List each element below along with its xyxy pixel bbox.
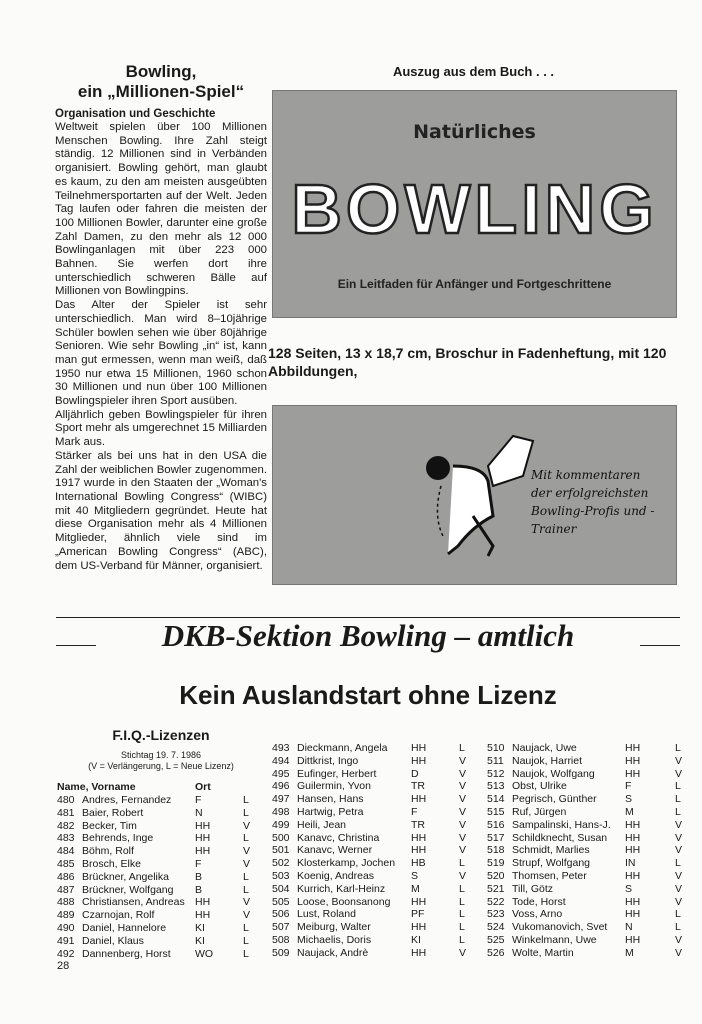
member-ort: WO	[195, 947, 214, 960]
license-type: V	[459, 946, 467, 959]
member-name: Daniel, Hannelore	[82, 922, 167, 934]
license-number: 524	[487, 921, 505, 934]
member-ort: HH	[625, 895, 641, 908]
license-number: 505	[272, 895, 290, 908]
license-type: L	[675, 857, 681, 870]
member-ort: HH	[411, 742, 427, 754]
license-number: 503	[272, 870, 290, 882]
member-name: Brückner, Wolfgang	[82, 883, 174, 896]
member-ort: PF	[411, 908, 425, 921]
member-name: Dieckmann, Angela	[297, 742, 388, 754]
license-type: V	[459, 793, 467, 806]
member-name: Böhm, Rolf	[82, 845, 134, 858]
license-type: L	[243, 947, 249, 960]
license-number: 504	[272, 882, 290, 895]
member-ort: KI	[195, 922, 205, 934]
member-ort: HH	[625, 870, 641, 882]
col-header-ort: Ort	[195, 781, 211, 793]
license-number: 508	[272, 934, 290, 946]
license-number: 486	[57, 870, 75, 883]
license-number: 525	[487, 934, 505, 946]
member-name: Tode, Horst	[512, 895, 566, 908]
member-ort: M	[625, 806, 634, 818]
license-number: 495	[272, 767, 290, 780]
license-type: L	[675, 908, 681, 921]
member-name: Eufinger, Herbert	[297, 767, 377, 780]
license-number: 501	[272, 844, 290, 857]
license-number: 481	[57, 806, 75, 819]
member-name: Ruf, Jürgen	[512, 806, 567, 818]
member-name: Michaelis, Doris	[297, 934, 372, 946]
list-legend	[55, 750, 267, 772]
list-title: F.I.Q.-Lizenzen	[112, 727, 210, 743]
member-name: Thomsen, Peter	[512, 870, 587, 882]
member-name: Sampalinski, Hans-J.	[512, 818, 611, 831]
paragraph: Das Alter der Spieler ist sehr unterschiedlich. Man wird 8–10jährige Schüler bowlen sehen wie über 80jährige Senioren. Wie sehr Bowling „in“ ist, kann man gut ermessen, wenn man weiß, daß 1950 nur etwa 15 Millionen, 1960 schon 30 Millionen und nun über 100 Millionen Bowlingspieler ihren Sport ausüben.	[55, 299, 267, 408]
member-name: Wolte, Martin	[512, 946, 574, 959]
license-number: 488	[57, 896, 75, 909]
excerpt-label: Auszug aus dem Buch . . .	[392, 64, 555, 79]
license-type: V	[459, 754, 467, 767]
paragraph: Alljährlich geben Bowlingspieler für ihren Sport mehr als umgerechnet 15 Milliarden Mark aus.	[55, 408, 267, 449]
license-type: L	[459, 895, 465, 908]
license-number: 520	[487, 870, 505, 882]
license-number: 493	[272, 742, 290, 754]
member-name: Klosterkamp, Jochen	[297, 857, 396, 870]
member-name: Behrends, Inge	[82, 832, 154, 845]
license-type: V	[243, 896, 251, 909]
member-ort: F	[195, 858, 202, 870]
member-name: Voss, Arno	[512, 908, 563, 921]
member-name: Vukomanovich, Svet	[512, 921, 608, 934]
license-number: 510	[487, 742, 505, 754]
license-number: 526	[487, 946, 505, 959]
license-type: V	[675, 844, 683, 857]
member-ort: D	[411, 767, 419, 780]
member-name: Brosch, Elke	[82, 858, 141, 870]
license-number: 511	[487, 754, 504, 767]
member-name: Obst, Ulrike	[512, 780, 567, 793]
section-banner: DKB-Sektion Bowling – amtlich	[161, 618, 575, 653]
license-number: 492	[57, 947, 75, 960]
member-name: Koenig, Andreas	[297, 870, 375, 882]
legend-text: (V = Verlängerung, L = Neue Lizenz)	[88, 761, 234, 771]
license-type: L	[675, 806, 681, 818]
license-number: 484	[57, 845, 75, 858]
member-name: Naujack, Andrè	[297, 946, 369, 959]
book-cover-image	[272, 90, 677, 318]
license-number: 497	[272, 793, 290, 806]
license-type: V	[459, 831, 467, 844]
license-number: 519	[487, 857, 505, 870]
license-type: L	[459, 882, 465, 895]
member-ort: HH	[195, 909, 211, 922]
member-name: Schmidt, Marlies	[512, 844, 590, 857]
license-type: L	[459, 908, 465, 921]
article-title-line2: ein „Millionen-Spiel“	[77, 82, 245, 101]
license-type: V	[243, 819, 251, 832]
member-ort: TR	[411, 780, 425, 793]
license-number: 487	[57, 883, 75, 896]
member-name: Meiburg, Walter	[297, 921, 371, 934]
member-ort: HH	[625, 844, 641, 857]
paragraph: Weltweit spielen über 100 Millionen Menschen Bowling. Ihre Zahl steigt ständig. 12 Millionen sind in Verbänden organisiert. Bowling gehört, man glaubt es kaum, zu den am meisten ausgeübten Teilnehmersportarten auf der Welt. Jeden Tag laufen oder fahren die meisten der 100 Millionen Bowler, darunter eine große Zahl Damen, zu den mehr als 12 000 Bowlinganlagen mit über 223 000 Bahnen. Sie werfen dort ihre unterschiedlich schweren Bälle auf Millionen von Bowlingpins.	[55, 121, 267, 298]
license-number: 506	[272, 908, 290, 921]
member-ort: N	[625, 921, 633, 934]
license-number: 480	[57, 794, 75, 806]
member-ort: HH	[625, 754, 641, 767]
member-ort: F	[195, 794, 202, 806]
member-name: Winkelmann, Uwe	[512, 934, 597, 946]
member-name: Heili, Jean	[297, 818, 347, 831]
license-type: V	[459, 806, 467, 818]
license-type: L	[459, 934, 465, 946]
member-name: Naujok, Harriet	[512, 754, 583, 767]
member-name: Brückner, Angelika	[82, 870, 169, 883]
license-type: V	[459, 818, 467, 831]
license-number: 513	[487, 780, 505, 793]
member-ort: HH	[625, 742, 641, 754]
member-ort: S	[625, 793, 633, 806]
license-number: 516	[487, 818, 505, 831]
member-name: Andres, Fernandez	[82, 794, 172, 806]
member-ort: HH	[625, 908, 641, 921]
license-number: 485	[57, 858, 75, 870]
license-number: 482	[57, 819, 75, 832]
license-type: L	[675, 742, 681, 754]
license-type: V	[675, 818, 683, 831]
member-ort: HB	[411, 857, 426, 870]
license-type: L	[243, 870, 249, 883]
member-ort: HH	[411, 844, 427, 857]
member-ort: HH	[625, 934, 641, 946]
member-name: Naujok, Wolfgang	[512, 767, 595, 780]
member-name: Baier, Robert	[82, 806, 144, 819]
license-number: 522	[487, 895, 505, 908]
member-ort: HH	[195, 832, 211, 845]
license-number: 491	[57, 934, 75, 947]
license-type: L	[459, 921, 465, 934]
member-ort: B	[195, 870, 203, 883]
member-name: Kanavc, Christina	[297, 831, 380, 844]
member-name: Dannenberg, Horst	[82, 947, 171, 960]
license-type: V	[675, 882, 683, 895]
member-ort: KI	[195, 934, 205, 947]
license-type: V	[459, 870, 467, 882]
cover-top-text: Natürliches	[413, 121, 536, 143]
member-name: Hartwig, Petra	[297, 806, 364, 818]
bowler-illustration	[272, 405, 677, 585]
member-ort: F	[625, 780, 632, 793]
license-number: 517	[487, 831, 505, 844]
member-name: Dittkrist, Ingo	[297, 754, 359, 767]
member-ort: M	[625, 946, 634, 959]
license-type: L	[243, 883, 249, 896]
license-number: 507	[272, 921, 290, 934]
member-name: Schildknecht, Susan	[512, 831, 608, 844]
license-number: 498	[272, 806, 290, 818]
member-name: Loose, Boonsanong	[297, 895, 391, 908]
license-type: L	[243, 794, 249, 806]
license-type: V	[675, 870, 683, 882]
article-body	[55, 121, 267, 573]
member-name: Czarnojan, Rolf	[82, 909, 155, 922]
member-ort: HH	[411, 946, 427, 959]
member-name: Guilermin, Yvon	[297, 780, 371, 793]
license-type: L	[675, 793, 681, 806]
col-header-name: Name, Vorname	[57, 781, 136, 793]
license-type: V	[459, 844, 467, 857]
license-type: V	[459, 780, 467, 793]
member-ort: HH	[195, 845, 211, 858]
license-number: 494	[272, 754, 290, 767]
member-ort: HH	[195, 819, 211, 832]
stichtag-date: Stichtag 19. 7. 1986	[120, 750, 202, 760]
member-ort: HH	[411, 793, 427, 806]
license-type: L	[243, 934, 249, 947]
headline: Kein Auslandstart ohne Lizenz	[179, 680, 557, 710]
illustration-note: Mit kommentaren der erfolgreichsten Bowling-Profis und -Trainer	[531, 468, 655, 536]
license-type: V	[675, 767, 683, 780]
member-ort: B	[195, 883, 203, 896]
license-type: L	[675, 921, 681, 934]
page-number: 28	[57, 960, 70, 972]
member-name: Kanavc, Werner	[297, 844, 373, 857]
license-type: V	[243, 845, 251, 858]
license-number: 496	[272, 780, 290, 793]
member-name: Till, Götz	[512, 882, 554, 895]
license-type: V	[675, 934, 683, 946]
license-number: 489	[57, 909, 75, 922]
article-subtitle: Organisation und Geschichte	[55, 108, 216, 120]
license-type: L	[675, 780, 681, 793]
license-type: V	[459, 767, 467, 780]
member-ort: M	[411, 882, 420, 895]
license-type: L	[243, 806, 249, 819]
article-title	[55, 62, 267, 102]
book-caption: 128 Seiten, 13 x 18,7 cm, Broschur in Fadenheftung, mit 120 Abbildungen,	[268, 345, 667, 379]
cover-title: BOWLING	[291, 170, 658, 248]
license-number: 483	[57, 832, 75, 845]
license-number: 514	[487, 793, 505, 806]
license-number: 518	[487, 844, 505, 857]
member-ort: KI	[411, 934, 421, 946]
member-name: Hansen, Hans	[297, 793, 364, 806]
license-type: L	[243, 922, 249, 934]
license-type: V	[675, 831, 683, 844]
member-ort: HH	[411, 921, 427, 934]
license-number: 515	[487, 806, 505, 818]
member-ort: HH	[411, 895, 427, 908]
member-name: Strupf, Wolfgang	[512, 857, 591, 870]
member-ort: F	[411, 806, 418, 818]
license-number: 499	[272, 818, 290, 831]
member-name: Kurrich, Karl-Heinz	[297, 882, 386, 895]
license-type: L	[459, 857, 465, 870]
license-number: 500	[272, 831, 290, 844]
member-ort: HH	[195, 896, 211, 909]
member-ort: TR	[411, 818, 425, 831]
member-name: Becker, Tim	[82, 819, 137, 832]
cover-subtitle: Ein Leitfaden für Anfänger und Fortgeschrittene	[337, 277, 612, 291]
license-number: 509	[272, 946, 290, 959]
member-ort: S	[411, 870, 419, 882]
license-type: L	[243, 832, 249, 845]
paragraph: Stärker als bei uns hat in den USA die Zahl der weiblichen Bowler zugenommen. 1917 wurde in den Staaten der „Woman's International Bowling Congress“ (WIBC) mit 40 Mitgliedern gegründet. Heute hat diese Organisation mehr als 4 Millionen Mitglieder, ähnlich viele sind im „American Bowling Congress“ (ABC), dem US-Verband für Männer, organisiert.	[55, 449, 267, 572]
member-name: Pegrisch, Günther	[512, 793, 597, 806]
license-number: 523	[487, 908, 505, 921]
license-type: V	[675, 895, 683, 908]
member-ort: IN	[625, 857, 636, 870]
license-number: 490	[57, 922, 75, 934]
member-ort: HH	[625, 831, 641, 844]
license-type: V	[243, 858, 251, 870]
member-ort: HH	[411, 831, 427, 844]
license-type: V	[675, 754, 683, 767]
member-name: Lust, Roland	[297, 908, 356, 921]
member-name: Naujack, Uwe	[512, 742, 577, 754]
license-type: V	[243, 909, 251, 922]
member-name: Daniel, Klaus	[82, 934, 144, 947]
member-name: Christiansen, Andreas	[82, 896, 185, 909]
license-number: 521	[487, 882, 505, 895]
member-ort: S	[625, 882, 633, 895]
license-number: 502	[272, 857, 290, 870]
license-type: L	[459, 742, 465, 754]
article-title-line1: Bowling,	[125, 62, 197, 81]
member-ort: HH	[411, 754, 427, 767]
member-ort: HH	[625, 767, 641, 780]
license-number: 512	[487, 767, 505, 780]
license-type: V	[675, 946, 683, 959]
member-ort: HH	[625, 818, 641, 831]
member-ort: N	[195, 806, 203, 819]
